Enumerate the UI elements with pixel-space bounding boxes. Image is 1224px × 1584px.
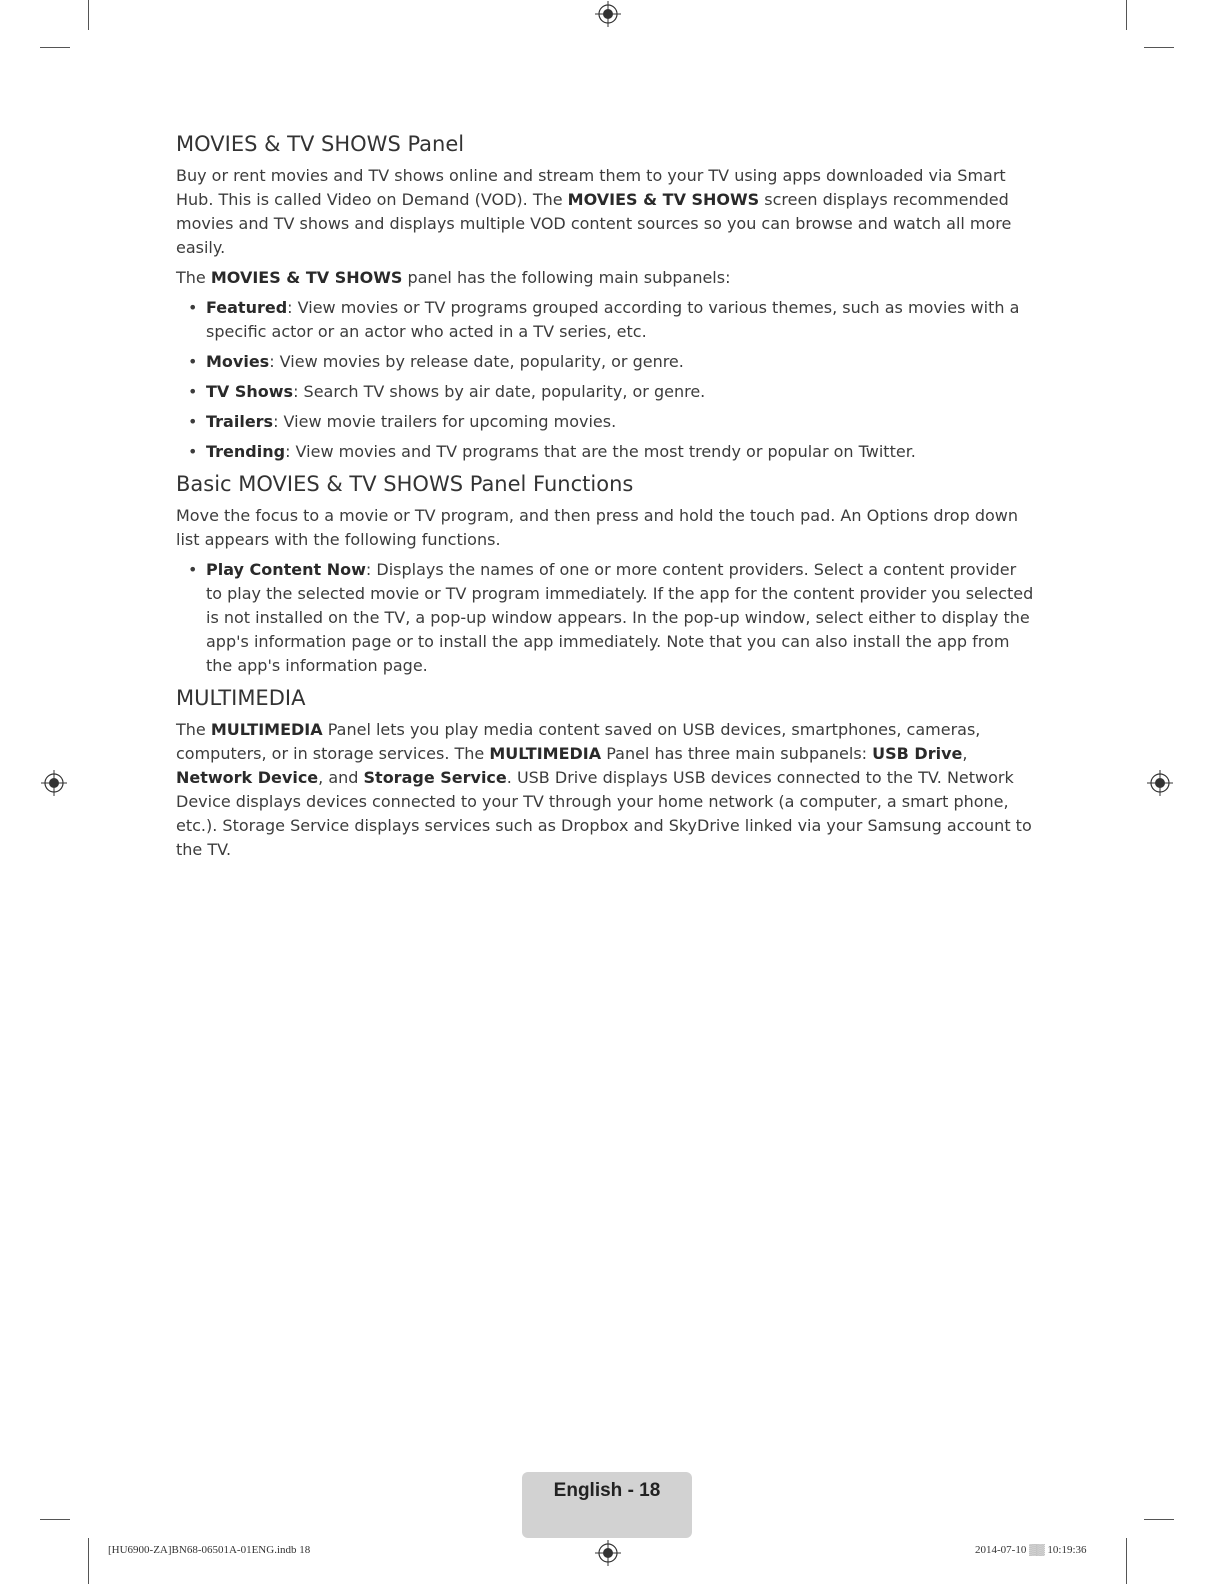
registration-mark-icon bbox=[41, 770, 67, 796]
registration-mark-icon bbox=[595, 1540, 621, 1566]
list-item: • Trailers: View movie trailers for upcoming movies. bbox=[188, 412, 617, 431]
movies-subpanels-intro: The MOVIES & TV SHOWS panel has the following main subpanels: bbox=[176, 268, 731, 287]
file-slug: [HU6900-ZA]BN68-06501A-01ENG.indb 18 bbox=[108, 1544, 311, 1556]
multimedia-paragraph: The MULTIMEDIA Panel lets you play media content saved on USB devices, smartphones, cameras, computers, or in storage services. The MULTIMEDIA Panel has three main subpanels: USB Drive, Network Device, and Storage Service. USB Drive displays USB devices connected to the TV. Network Device displays devices connected to your TV through your home network (a computer, a smart phone, etc.). Storage Service displays services such as Dropbox and SkyDrive linked via your Samsung account to the TV. bbox=[176, 720, 1032, 859]
registration-mark-icon bbox=[1147, 770, 1173, 796]
crop-mark bbox=[88, 1538, 89, 1584]
document-body bbox=[176, 130, 1036, 868]
list-item: • Trending: View movies and TV programs that are the most trendy or popular on Twitter. bbox=[188, 442, 916, 461]
list-item: • Movies: View movies by release date, popularity, or genre. bbox=[188, 352, 684, 371]
multimedia-heading: MULTIMEDIA bbox=[176, 686, 306, 710]
crop-mark bbox=[88, 0, 89, 30]
print-timestamp: 2014-07-10 ▒▒ 10:19:36 bbox=[975, 1544, 1087, 1556]
crop-mark bbox=[1144, 1519, 1174, 1520]
crop-mark bbox=[1144, 47, 1174, 48]
basic-functions-intro: Move the focus to a movie or TV program, and then press and hold the touch pad. An Options drop down list appears with the following functions. bbox=[176, 506, 1018, 549]
list-item: • Play Content Now: Displays the names of one or more content providers. Select a content provider to play the selected movie or TV program immediately. If the app for the content provider you selected is not installed on the TV, a pop-up window appears. In the pop-up window, select either to display the app's information page or to install the app immediately. Note that you can also install the app from the app's information page. bbox=[188, 560, 1034, 675]
basic-functions-list bbox=[176, 558, 1036, 678]
movies-subpanel-list bbox=[176, 296, 1036, 464]
movies-heading: MOVIES & TV SHOWS Panel bbox=[176, 132, 465, 156]
movies-intro: Buy or rent movies and TV shows online and stream them to your TV using apps downloaded via Smart Hub. This is called Video on Demand (VOD). The MOVIES & TV SHOWS screen displays recommended movies and TV shows and displays multiple VOD content sources so you can browse and watch all more easily. bbox=[176, 166, 1012, 257]
list-item: • Featured: View movies or TV programs grouped according to various themes, such as movies with a specific actor or an actor who acted in a TV series, etc. bbox=[188, 298, 1020, 341]
page-number-badge bbox=[522, 1472, 692, 1538]
crop-mark bbox=[40, 47, 70, 48]
basic-functions-heading: Basic MOVIES & TV SHOWS Panel Functions bbox=[176, 472, 634, 496]
registration-mark-icon bbox=[595, 1, 621, 27]
list-item: • TV Shows: Search TV shows by air date, popularity, or genre. bbox=[188, 382, 706, 401]
crop-mark bbox=[1126, 1538, 1127, 1584]
crop-mark bbox=[40, 1519, 70, 1520]
page-number: English - 18 bbox=[553, 1480, 661, 1501]
crop-mark bbox=[1126, 0, 1127, 30]
